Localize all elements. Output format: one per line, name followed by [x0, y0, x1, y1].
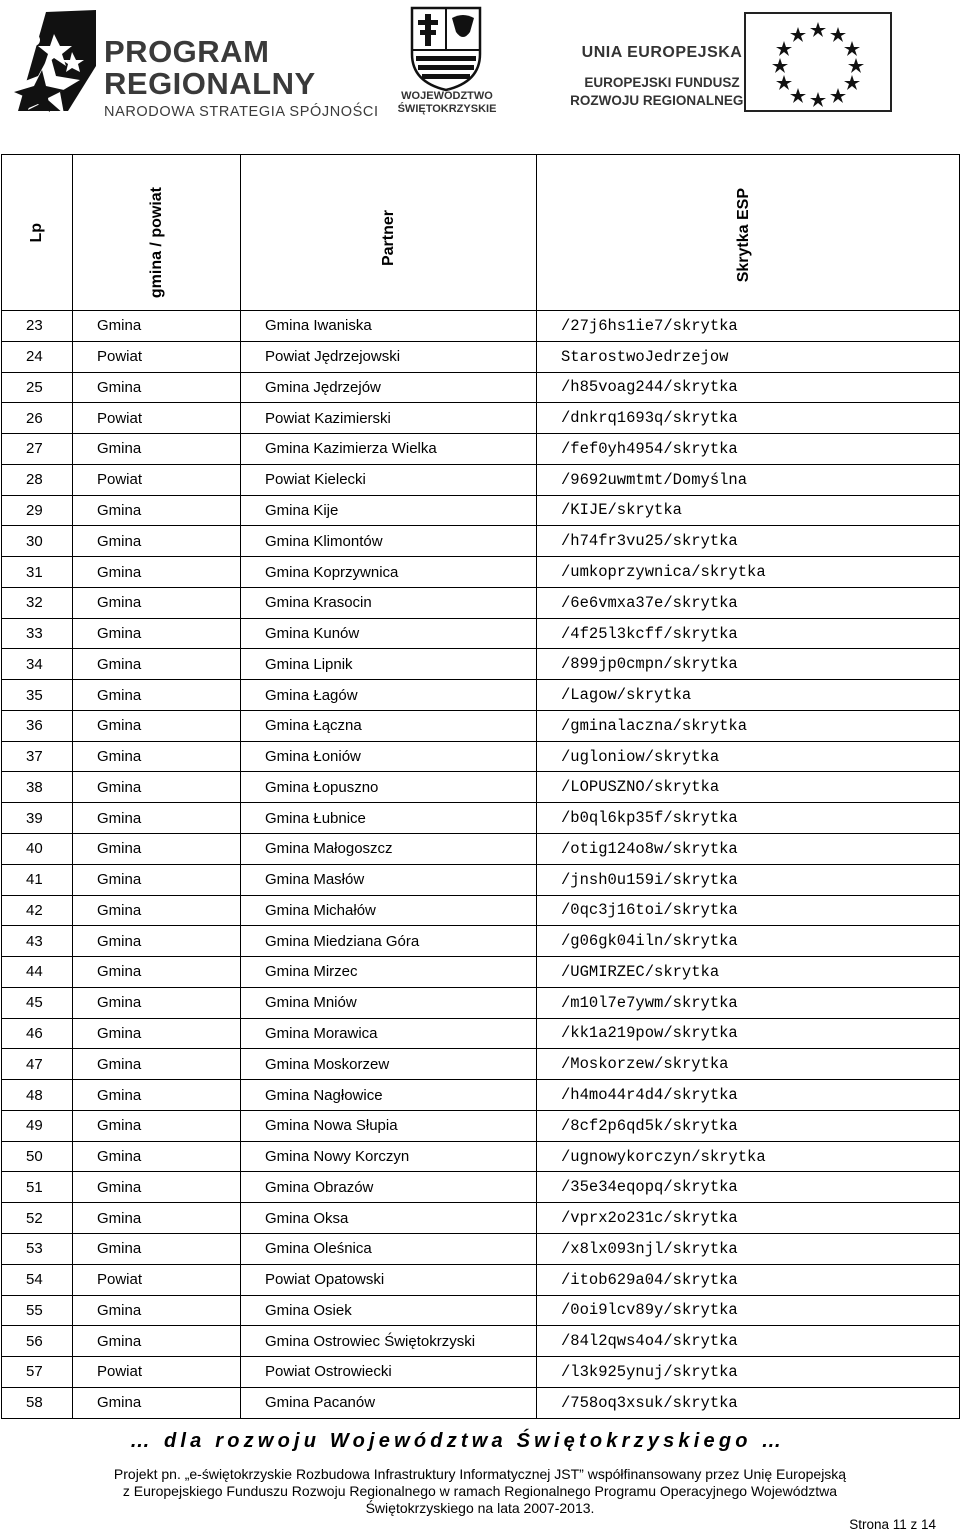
table-row [2, 895, 960, 926]
cell-type: Gmina [73, 895, 241, 926]
cell-lp: 44 [2, 957, 73, 988]
cell-lp: 29 [2, 495, 73, 526]
column-header-lp [2, 155, 73, 311]
cell-box: /gminalaczna/skrytka [537, 710, 960, 741]
cell-type: Gmina [73, 1326, 241, 1357]
cell-lp: 55 [2, 1295, 73, 1326]
program-strategy: NARODOWA STRATEGIA SPÓJNOŚCI [104, 104, 379, 120]
cell-partner: Gmina Klimontów [241, 526, 537, 557]
cell-partner: Gmina Obrazów [241, 1172, 537, 1203]
cell-box: /g06gk04iln/skrytka [537, 926, 960, 957]
cell-lp: 27 [2, 434, 73, 465]
cell-type: Gmina [73, 1141, 241, 1172]
cell-partner: Gmina Oksa [241, 1203, 537, 1234]
cell-box: /UGMIRZEC/skrytka [537, 957, 960, 988]
cell-lp: 42 [2, 895, 73, 926]
cell-lp: 58 [2, 1387, 73, 1418]
cell-type: Gmina [73, 587, 241, 618]
cell-type: Gmina [73, 834, 241, 865]
table-row [2, 1203, 960, 1234]
cell-box: /itob629a04/skrytka [537, 1264, 960, 1295]
cell-partner: Powiat Kazimierski [241, 403, 537, 434]
eu-fund-line1: EUROPEJSKI FUNDUSZ [584, 75, 740, 90]
table-row [2, 1018, 960, 1049]
table-row [2, 1110, 960, 1141]
cell-box: /kk1a219pow/skrytka [537, 1018, 960, 1049]
table-row [2, 526, 960, 557]
column-header-box-label: Skrytka ESP [735, 187, 752, 282]
cell-type: Gmina [73, 1233, 241, 1264]
cell-lp: 30 [2, 526, 73, 557]
cell-lp: 54 [2, 1264, 73, 1295]
table-row [2, 926, 960, 957]
program-regionalny-logo-icon [8, 6, 100, 116]
cell-lp: 53 [2, 1233, 73, 1264]
cell-lp: 35 [2, 680, 73, 711]
cell-partner: Gmina Nowy Korczyn [241, 1141, 537, 1172]
table-row [2, 372, 960, 403]
cell-lp: 40 [2, 834, 73, 865]
table-row [2, 649, 960, 680]
eu-fund-line2: ROZWOJU REGIONALNEGO [570, 93, 754, 108]
table-row [2, 741, 960, 772]
cell-lp: 57 [2, 1357, 73, 1388]
cell-type: Gmina [73, 680, 241, 711]
cell-type: Gmina [73, 710, 241, 741]
cell-type: Gmina [73, 1172, 241, 1203]
cell-type: Powiat [73, 1264, 241, 1295]
cell-type: Gmina [73, 649, 241, 680]
footer-line-3: Świętokrzyskiego na lata 2007-2013. [365, 1500, 595, 1516]
cell-lp: 46 [2, 1018, 73, 1049]
cell-lp: 25 [2, 372, 73, 403]
cell-partner: Gmina Oleśnica [241, 1233, 537, 1264]
table-row [2, 311, 960, 342]
table-row [2, 710, 960, 741]
cell-type: Gmina [73, 957, 241, 988]
table-row [2, 1141, 960, 1172]
cell-type: Gmina [73, 803, 241, 834]
cell-lp: 56 [2, 1326, 73, 1357]
header-logos [0, 0, 960, 150]
table-row [2, 464, 960, 495]
eu-title: UNIA EUROPEJSKA [581, 44, 743, 61]
cell-box: /9692uwmtmt/Domyślna [537, 464, 960, 495]
table-row [2, 772, 960, 803]
cell-box: /84l2qws4o4/skrytka [537, 1326, 960, 1357]
cell-type: Gmina [73, 741, 241, 772]
cell-box: /0qc3j16toi/skrytka [537, 895, 960, 926]
cell-type: Gmina [73, 1203, 241, 1234]
cell-partner: Powiat Ostrowiecki [241, 1357, 537, 1388]
cell-partner: Powiat Jędrzejowski [241, 341, 537, 372]
cell-type: Gmina [73, 1018, 241, 1049]
column-header-box [537, 155, 960, 311]
table-row [2, 957, 960, 988]
cell-type: Gmina [73, 526, 241, 557]
cell-box: /fef0yh4954/skrytka [537, 434, 960, 465]
cell-box: /0oi9lcv89y/skrytka [537, 1295, 960, 1326]
cell-partner: Gmina Kazimierza Wielka [241, 434, 537, 465]
table-row [2, 1049, 960, 1080]
cell-partner: Gmina Kije [241, 495, 537, 526]
cell-box: /h85voag244/skrytka [537, 372, 960, 403]
table-row [2, 557, 960, 588]
voivodeship-wordmark [395, 90, 499, 116]
cell-type: Gmina [73, 618, 241, 649]
voivodeship-line1: WOJEWÓDZTWO [401, 90, 493, 102]
cell-box: /umkoprzywnica/skrytka [537, 557, 960, 588]
cell-partner: Gmina Iwaniska [241, 311, 537, 342]
cell-box: /KIJE/skrytka [537, 495, 960, 526]
cell-box: /4f25l3kcff/skrytka [537, 618, 960, 649]
cell-box: /35e34eqopq/skrytka [537, 1172, 960, 1203]
cell-lp: 34 [2, 649, 73, 680]
cell-type: Gmina [73, 1049, 241, 1080]
cell-partner: Gmina Michałów [241, 895, 537, 926]
table-row [2, 495, 960, 526]
page-number: Strona 11 z 14 [849, 1517, 936, 1532]
cell-partner: Gmina Łubnice [241, 803, 537, 834]
column-header-partner-label: Partner [379, 209, 397, 266]
cell-lp: 50 [2, 1141, 73, 1172]
cell-box: /b0ql6kp35f/skrytka [537, 803, 960, 834]
cell-partner: Gmina Morawica [241, 1018, 537, 1049]
cell-partner: Powiat Opatowski [241, 1264, 537, 1295]
table-row [2, 1326, 960, 1357]
cell-lp: 39 [2, 803, 73, 834]
cell-lp: 41 [2, 864, 73, 895]
cell-lp: 38 [2, 772, 73, 803]
voivodeship-line2: ŚWIĘTOKRZYSKIE [397, 103, 497, 115]
cell-type: Gmina [73, 557, 241, 588]
cell-type: Gmina [73, 1295, 241, 1326]
cell-box: /Moskorzew/skrytka [537, 1049, 960, 1080]
cell-box: /ugloniow/skrytka [537, 741, 960, 772]
table-row [2, 864, 960, 895]
table-row [2, 587, 960, 618]
cell-lp: 23 [2, 311, 73, 342]
cell-lp: 33 [2, 618, 73, 649]
program-regionalny-wordmark [104, 36, 379, 120]
cell-partner: Gmina Nagłowice [241, 1080, 537, 1111]
cell-box: /x8lx093njl/skrytka [537, 1233, 960, 1264]
cell-box: /758oq3xsuk/skrytka [537, 1387, 960, 1418]
cell-lp: 28 [2, 464, 73, 495]
cell-partner: Gmina Łopuszno [241, 772, 537, 803]
cell-partner: Powiat Kielecki [241, 464, 537, 495]
table-row [2, 680, 960, 711]
cell-type: Powiat [73, 1357, 241, 1388]
cell-box: /h4mo44r4d4/skrytka [537, 1080, 960, 1111]
cell-partner: Gmina Mniów [241, 987, 537, 1018]
cell-type: Gmina [73, 926, 241, 957]
cell-box: StarostwoJedrzejow [537, 341, 960, 372]
program-title: PROGRAM [104, 34, 270, 69]
cell-box: /ugnowykorczyn/skrytka [537, 1141, 960, 1172]
cell-partner: Gmina Lipnik [241, 649, 537, 680]
cell-type: Gmina [73, 987, 241, 1018]
cell-lp: 26 [2, 403, 73, 434]
cell-lp: 32 [2, 587, 73, 618]
table-row [2, 1295, 960, 1326]
esp-mailbox-table [1, 154, 960, 1419]
table-row [2, 341, 960, 372]
cell-partner: Gmina Miedziana Góra [241, 926, 537, 957]
cell-lp: 51 [2, 1172, 73, 1203]
program-subtitle: REGIONALNY [104, 66, 316, 101]
eu-wordmark [562, 44, 762, 110]
cell-partner: Gmina Kunów [241, 618, 537, 649]
cell-box: /l3k925ynuj/skrytka [537, 1357, 960, 1388]
table-row [2, 1264, 960, 1295]
cell-type: Gmina [73, 495, 241, 526]
cell-lp: 43 [2, 926, 73, 957]
cell-lp: 52 [2, 1203, 73, 1234]
cell-box: /dnkrq1693q/skrytka [537, 403, 960, 434]
cell-type: Gmina [73, 772, 241, 803]
cell-partner: Gmina Łoniów [241, 741, 537, 772]
cell-type: Powiat [73, 403, 241, 434]
table-row [2, 834, 960, 865]
cell-type: Gmina [73, 1080, 241, 1111]
table-body [2, 311, 960, 1419]
cell-lp: 45 [2, 987, 73, 1018]
table-row [2, 1357, 960, 1388]
cell-box: /LOPUSZNO/skrytka [537, 772, 960, 803]
cell-lp: 48 [2, 1080, 73, 1111]
footer-line-2: z Europejskiego Funduszu Rozwoju Regionalnego w ramach Regionalnego Programu Operacyjnego Województwa [122, 1483, 838, 1499]
cell-type: Gmina [73, 1110, 241, 1141]
cell-type: Powiat [73, 341, 241, 372]
eu-flag-icon [744, 12, 892, 112]
column-header-lp-label: Lp [28, 222, 45, 243]
column-header-type-label: gmina / powiat [147, 186, 165, 298]
cell-box: /8cf2p6qd5k/skrytka [537, 1110, 960, 1141]
cell-partner: Gmina Pacanów [241, 1387, 537, 1418]
cell-lp: 37 [2, 741, 73, 772]
cell-type: Powiat [73, 464, 241, 495]
footer-line-1: Projekt pn. „e-świętokrzyskie Rozbudowa Infrastruktury Informatycznej JST” współfinansowany przez Unię Europejską [113, 1466, 847, 1482]
cell-type: Gmina [73, 864, 241, 895]
cell-box: /6e6vmxa37e/skrytka [537, 587, 960, 618]
cell-lp: 36 [2, 710, 73, 741]
cell-partner: Gmina Koprzywnica [241, 557, 537, 588]
cell-partner: Gmina Mirzec [241, 957, 537, 988]
table-row [2, 1387, 960, 1418]
cell-partner: Gmina Ostrowiec Świętokrzyski [241, 1326, 537, 1357]
cell-box: /27j6hs1ie7/skrytka [537, 311, 960, 342]
cell-type: Gmina [73, 434, 241, 465]
cell-type: Gmina [73, 372, 241, 403]
table-row [2, 987, 960, 1018]
cell-partner: Gmina Masłów [241, 864, 537, 895]
footer-project-info [0, 1466, 960, 1517]
cell-box: /vprx2o231c/skrytka [537, 1203, 960, 1234]
cell-partner: Gmina Krasocin [241, 587, 537, 618]
cell-partner: Gmina Małogoszcz [241, 834, 537, 865]
cell-box: /899jp0cmpn/skrytka [537, 649, 960, 680]
cell-lp: 47 [2, 1049, 73, 1080]
cell-box: /Lagow/skrytka [537, 680, 960, 711]
cell-box: /h74fr3vu25/skrytka [537, 526, 960, 557]
table-row [2, 434, 960, 465]
table-row [2, 803, 960, 834]
cell-lp: 24 [2, 341, 73, 372]
cell-partner: Gmina Nowa Słupia [241, 1110, 537, 1141]
cell-partner: Gmina Łagów [241, 680, 537, 711]
cell-partner: Gmina Łączna [241, 710, 537, 741]
cell-partner: Gmina Osiek [241, 1295, 537, 1326]
cell-box: /otig124o8w/skrytka [537, 834, 960, 865]
cell-partner: Gmina Moskorzew [241, 1049, 537, 1080]
table-row [2, 1080, 960, 1111]
table-row [2, 1233, 960, 1264]
voivodeship-coat-of-arms-icon [410, 6, 482, 92]
cell-type: Gmina [73, 311, 241, 342]
cell-box: /m10l7e7ywm/skrytka [537, 987, 960, 1018]
cell-lp: 31 [2, 557, 73, 588]
table-row [2, 403, 960, 434]
cell-lp: 49 [2, 1110, 73, 1141]
column-header-partner [241, 155, 537, 311]
table-header-row [2, 155, 960, 311]
cell-partner: Gmina Jędrzejów [241, 372, 537, 403]
table-row [2, 1172, 960, 1203]
column-header-type [73, 155, 241, 311]
table-row [2, 618, 960, 649]
cell-box: /jnsh0u159i/skrytka [537, 864, 960, 895]
cell-type: Gmina [73, 1387, 241, 1418]
footer-slogan: … dla rozwoju Województwa Świętokrzyskiego … [130, 1430, 786, 1452]
